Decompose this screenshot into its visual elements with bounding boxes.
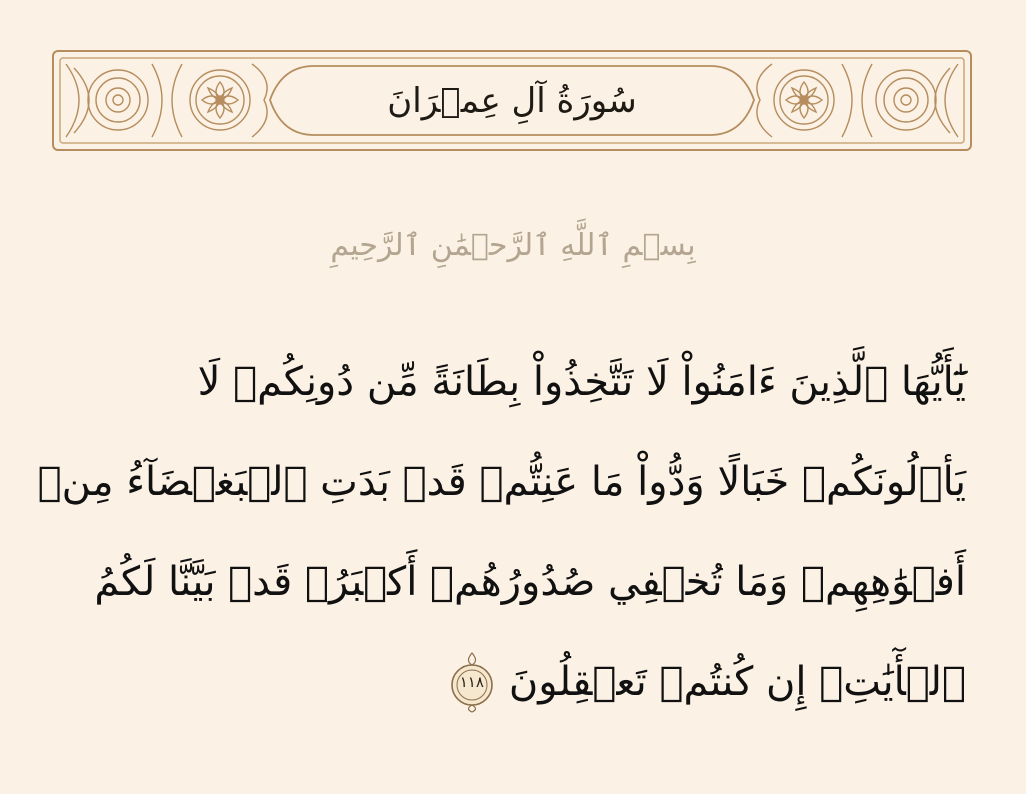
- verse-line-4-text: ٱلۡأٓيَٰتِۖ إِن كُنتُمۡ تَعۡقِلُونَ: [508, 659, 966, 705]
- basmala: بِسۡمِ ٱللَّهِ ٱلرَّحۡمَٰنِ ٱلرَّحِيمِ: [330, 227, 696, 263]
- verse-line-1: يَٰٓأَيُّهَا ٱلَّذِينَ ءَامَنُواْ لَا تَتَّخِذُواْ بِطَانَةً مِّن دُونِكُمۡ لَا: [197, 359, 966, 405]
- ayah-end-marker: [449, 651, 495, 713]
- verse-block: [37, 332, 966, 772]
- surah-header-banner: [52, 50, 972, 151]
- verse-line-2: يَأۡلُونَكُمۡ خَبَالًا وَدُّواْ مَا عَنِتُّمۡ قَدۡ بَدَتِ ٱلۡبَغۡضَآءُ مِنۡ: [37, 459, 966, 505]
- ayah-number: ١١٨: [459, 672, 484, 691]
- verse-line-3: أَفۡوَٰهِهِمۡ وَمَا تُخۡفِي صُدُورُهُمۡ أَكۡبَرُۚ قَدۡ بَيَّنَّا لَكُمُ: [94, 559, 966, 605]
- surah-title: سُورَةُ آلِ عِمۡرَانَ: [387, 80, 637, 121]
- verse-line-4: [70, 632, 966, 732]
